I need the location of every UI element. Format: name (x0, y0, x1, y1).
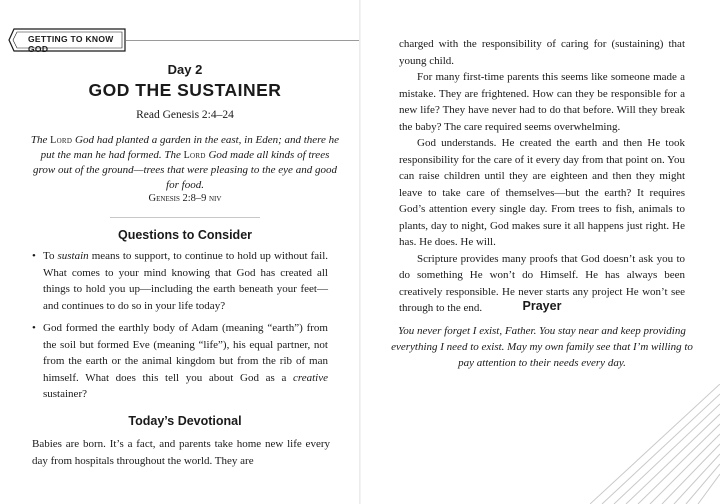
questions-heading: Questions to Consider (117, 228, 253, 242)
header-rule (126, 40, 359, 41)
question-1-text-b: means to support, to continue to hold up without fail. What comes to your mind knowing that God has created all things to hold you up—including the earth beneath your feet—and continues to do so in your life today? (43, 250, 329, 312)
list-item (32, 320, 328, 403)
prayer-heading: Prayer (522, 299, 562, 313)
question-1-text-a: To (43, 250, 58, 262)
left-page (0, 0, 359, 504)
section-divider (110, 217, 260, 218)
scripture-citation: Genesis 2:8–9 niv (148, 193, 222, 204)
day-label: Day 2 (167, 62, 203, 77)
question-2-text-b: sustainer? (43, 388, 87, 400)
questions-list (32, 248, 328, 409)
question-1-emphasis: sustain (57, 250, 89, 262)
scripture-text-3: God made all kinds of trees grow out of the ground—trees that were pleasing to the eye and good for food. (33, 149, 337, 191)
chapter-tab (8, 28, 126, 52)
question-2-emphasis: creative (292, 371, 328, 384)
paragraph: God understands. He created the earth and then He took responsibility for the care of it every day from that point on. You can raise children until they are eighteen and then they might leave to take care of themselves—but the earth? It requires God’s attention every single day. From trees to fish, animals to plants, day to night, God makes sure it all happens just right. He has. He does. He will. (399, 137, 685, 248)
list-item (32, 248, 328, 314)
reading-reference: Read Genesis 2:4–24 (136, 109, 234, 121)
bullet-icon: • (32, 250, 36, 262)
scripture-quote (30, 133, 340, 193)
devotional-text-start: Babies are born. It’s a fact, and parents take home new life every day from hospitals throughout the world. They are (32, 438, 330, 467)
scripture-text-1: The (30, 134, 51, 146)
corner-lines-icon (590, 384, 720, 504)
page-title: GOD THE SUSTAINER (88, 80, 282, 100)
devotional-body (399, 36, 685, 317)
paragraph: charged with the responsibility of caring for (sustaining) that young child. (399, 38, 685, 67)
right-page (361, 0, 720, 504)
devotional-heading: Today’s Devotional (128, 414, 242, 428)
scripture-text-2: God had planted a garden in the east, in Eden; and there he put the man he had formed. The (40, 134, 340, 161)
scripture-lord-1: Lord (50, 135, 73, 146)
bullet-icon: • (32, 322, 36, 334)
chapter-tab-label: GETTING TO KNOW GOD (28, 34, 114, 54)
paragraph: For many first-time parents this seems like someone made a mistake. They are frightened. How can they be responsible for a new life? They have never had to do that before. Will they break the baby? The care required seems overwhelming. (399, 71, 685, 133)
question-2-text-a: God formed the earthly body of Adam (meaning “earth”) from the soil but formed Eve (meaning “life”), his equal partner, not from the earth or the animal kingdom but from the rib of man himself. What does this tell you about God as a (43, 322, 328, 384)
prayer-text: You never forget I exist, Father. You stay near and keep providing everything I need to exist. May my own family see that I’m willing to pay attention to their needs every day. (391, 325, 693, 369)
paragraph: Scripture provides many proofs that God doesn’t ask you to do something He won’t do Himself. He has always been creatively responsible. He never starts any project He won’t see through to the end. (399, 252, 685, 314)
scripture-lord-2: Lord (183, 150, 206, 161)
